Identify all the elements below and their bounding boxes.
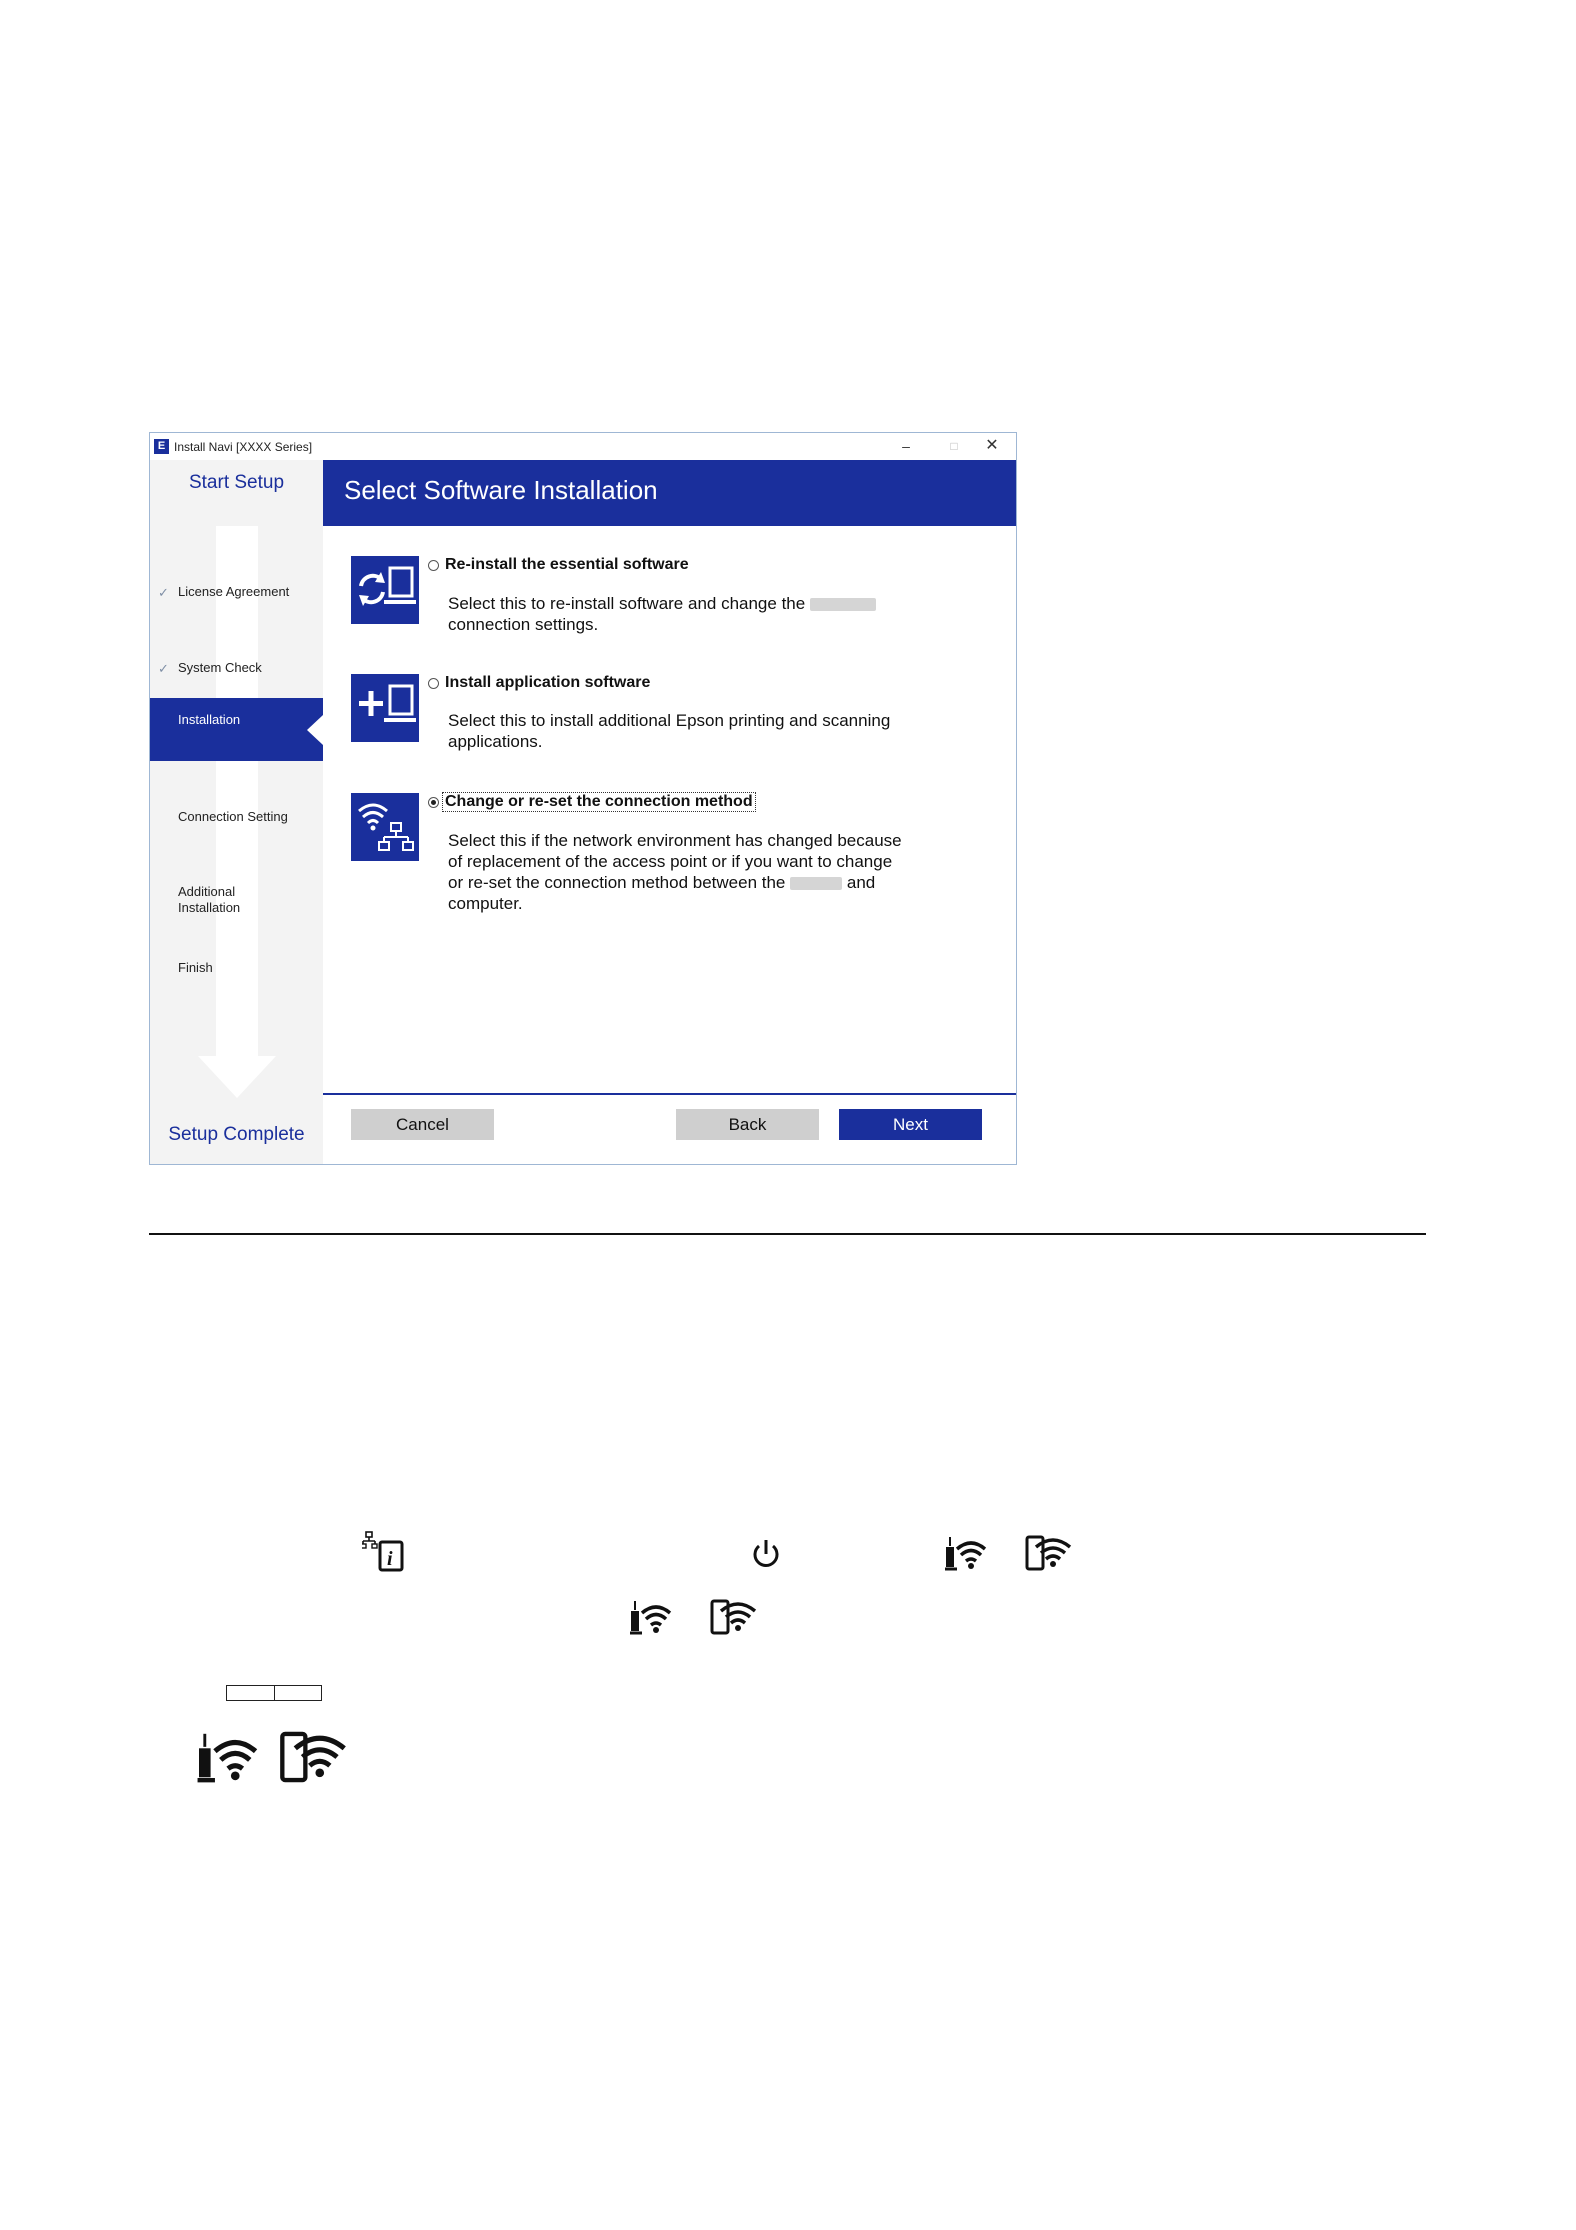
active-step-highlight [150,698,323,761]
reinstall-radio[interactable] [428,560,439,571]
cancel-button[interactable]: Cancel [351,1109,494,1140]
next-button[interactable]: Next [839,1109,982,1140]
section-divider [149,1233,1426,1235]
connection-desc-line1: Select this if the network environment has changed because [448,831,902,850]
header-banner [323,460,1016,526]
wifi-access-point-icon-large [194,1728,262,1786]
connection-desc-line4: computer. [448,894,523,913]
svg-text:i: i [387,1548,393,1570]
step-finish: Finish [178,960,213,975]
install-app-radio[interactable] [428,678,439,689]
step-system-check: System Check [178,660,262,675]
wifi-direct-icon [709,1597,759,1637]
setup-complete-label: Setup Complete [168,1124,305,1145]
install-app-desc-line1: Select this to install additional Epson printing and scanning [448,711,891,730]
install-app-option-desc [448,710,968,752]
install-app-icon [351,674,419,742]
connection-method-icon [351,793,419,861]
wifi-access-point-icon [943,1533,989,1573]
footer-divider [323,1093,1016,1095]
connection-desc-line3-end: and [846,873,876,892]
power-icon [749,1537,783,1571]
connection-desc-line3: or re-set the connection method between the [448,873,786,892]
wifi-direct-icon-large [278,1728,350,1786]
window-title: Install Navi [XXXX Series] [174,440,313,454]
connection-method-option-title[interactable]: Change or re-set the connection method [445,793,753,810]
step-connection-setting: Connection Setting [178,809,288,824]
install-app-desc-line2: applications. [448,732,543,751]
reinstall-desc-line1: Select this to re-install software and change the [448,594,806,613]
network-status-icon [362,1530,408,1574]
check-icon: ✓ [158,585,169,600]
wifi-access-point-icon [628,1597,674,1637]
connection-method-option-desc [448,830,968,914]
step-installation: Installation [178,712,241,727]
redacted-printer-word [790,877,842,890]
reinstall-option-title[interactable]: Re-install the essential software [445,556,689,573]
start-setup-label: Start Setup [188,472,285,493]
title-bar [150,433,1016,460]
step-additional-installation: Additional Installation [178,884,241,915]
active-step-pointer [307,715,323,745]
steps-sidebar [150,460,323,1164]
reinstall-desc-line2: connection settings. [448,615,599,634]
install-navi-window [149,432,1017,1165]
reinstall-icon [351,556,419,624]
redacted-printer-word [810,598,876,611]
close-button[interactable]: ✕ [985,437,999,454]
page-title: Select Software Installation [344,475,658,505]
progress-arrow-head [198,1056,276,1098]
epson-app-icon: E [154,439,169,454]
check-icon: ✓ [158,661,169,676]
connection-method-radio[interactable] [428,797,439,808]
connection-desc-line2: of replacement of the access point or if you want to change [448,852,893,871]
reinstall-option-desc [448,593,968,635]
progress-arrow-shaft [216,526,258,1056]
wifi-direct-icon [1024,1533,1074,1573]
install-app-option-title[interactable]: Install application software [445,674,651,691]
maximize-button[interactable]: □ [950,439,958,453]
step-license-agreement: License Agreement [178,584,290,599]
minimize-button[interactable]: – [902,438,910,454]
back-button[interactable]: Back [676,1109,819,1140]
two-cell-indicator [226,1685,322,1701]
